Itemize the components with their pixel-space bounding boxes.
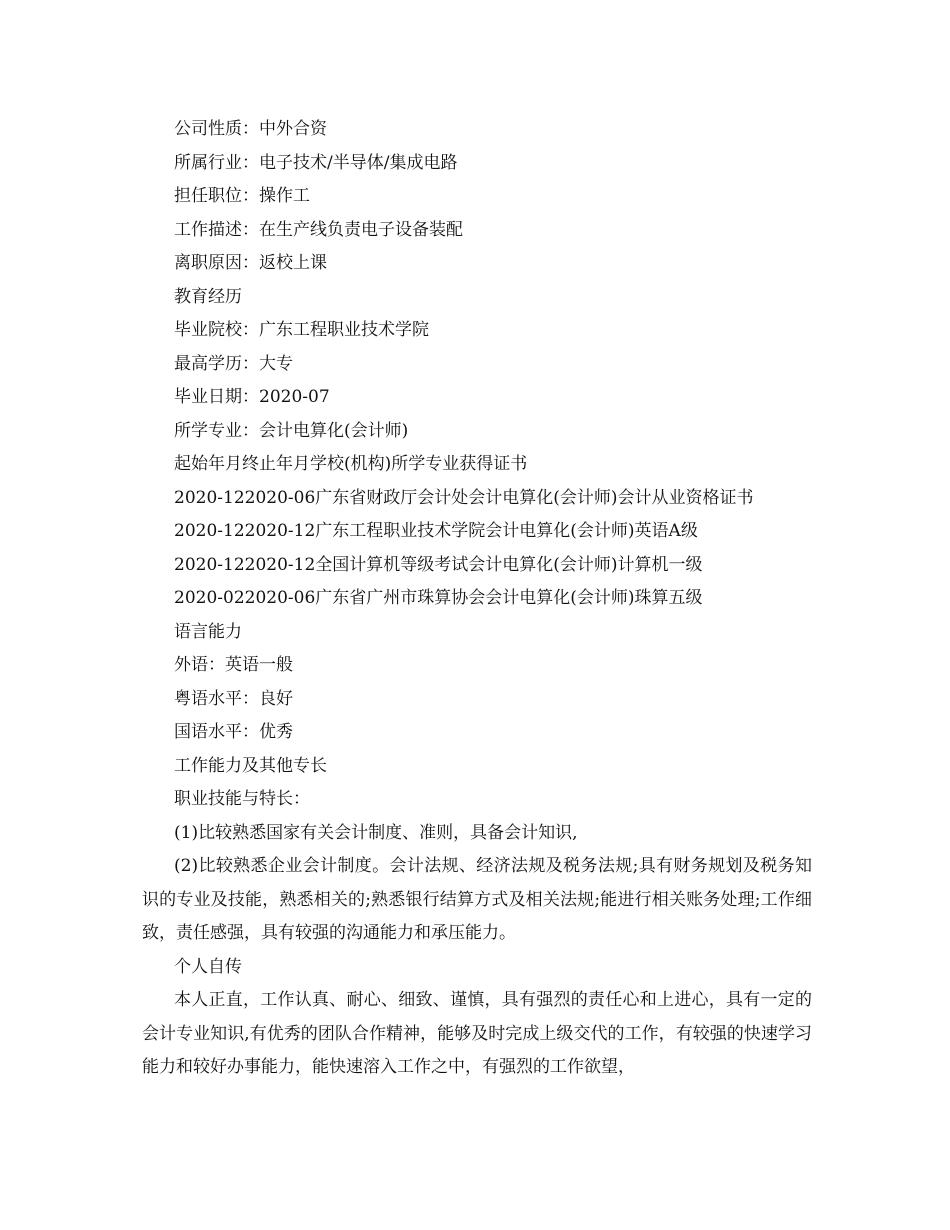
graduation-date-line: 毕业日期：2020-07 bbox=[174, 387, 330, 407]
resume-body bbox=[142, 113, 812, 1085]
skill-item-2: (2)比较熟悉企业会计制度。会计法规、经济法规及税务法规;具有财务规划及税务知识的专业及技能，熟悉相关的;熟悉银行结算方式及相关法规;能进行相关账务处理;工作细致，责任感强，具有较强的沟通能力和承压能力。 bbox=[142, 856, 812, 943]
industry-line: 所属行业：电子技术/半导体/集成电路 bbox=[174, 152, 458, 173]
self-introduction-heading: 个人自传 bbox=[174, 956, 242, 977]
certificate-row: 2020-122020-12广东工程职业技术学院会计电算化(会计师)英语A级 bbox=[174, 521, 698, 541]
education-heading: 教育经历 bbox=[174, 286, 242, 307]
certificate-row: 2020-022020-06广东省广州市珠算协会会计电算化(会计师)珠算五级 bbox=[174, 588, 703, 608]
self-introduction-text: 本人正直，工作认真、耐心、细致、谨慎，具有强烈的责任心和上进心，具有一定的会计专业知识,有优秀的团队合作精神，能够及时完成上级交代的工作，有较强的快速学习能力和较好办事能力，能快速溶入工作之中，有强烈的工作欲望， bbox=[142, 990, 812, 1077]
major-line: 所学专业：会计电算化(会计师) bbox=[174, 420, 409, 441]
school-line: 毕业院校：广东工程职业技术学院 bbox=[174, 320, 429, 340]
language-heading: 语言能力 bbox=[174, 621, 242, 642]
skills-heading: 工作能力及其他专长 bbox=[174, 755, 327, 776]
certificate-table-header: 起始年月终止年月学校(机构)所学专业获得证书 bbox=[174, 454, 528, 474]
leaving-reason-line: 离职原因：返校上课 bbox=[174, 253, 327, 273]
mandarin-line: 国语水平：优秀 bbox=[174, 722, 293, 742]
cantonese-line: 粤语水平：良好 bbox=[174, 688, 293, 709]
certificate-row: 2020-122020-12全国计算机等级考试会计电算化(会计师)计算机一级 bbox=[174, 554, 703, 575]
position-line: 担任职位：操作工 bbox=[174, 186, 310, 206]
certificate-row: 2020-122020-06广东省财政厅会计处会计电算化(会计师)会计从业资格证书 bbox=[174, 487, 754, 508]
company-nature-line: 公司性质：中外合资 bbox=[174, 119, 327, 139]
foreign-language-line: 外语：英语一般 bbox=[174, 655, 293, 675]
skill-item-1: (1)比较熟悉国家有关会计制度、准则，具备会计知识, bbox=[174, 822, 578, 843]
job-description-line: 工作描述：在生产线负责电子设备装配 bbox=[174, 219, 463, 240]
professional-skills-label: 职业技能与特长： bbox=[174, 789, 310, 809]
degree-line: 最高学历：大专 bbox=[174, 353, 293, 374]
